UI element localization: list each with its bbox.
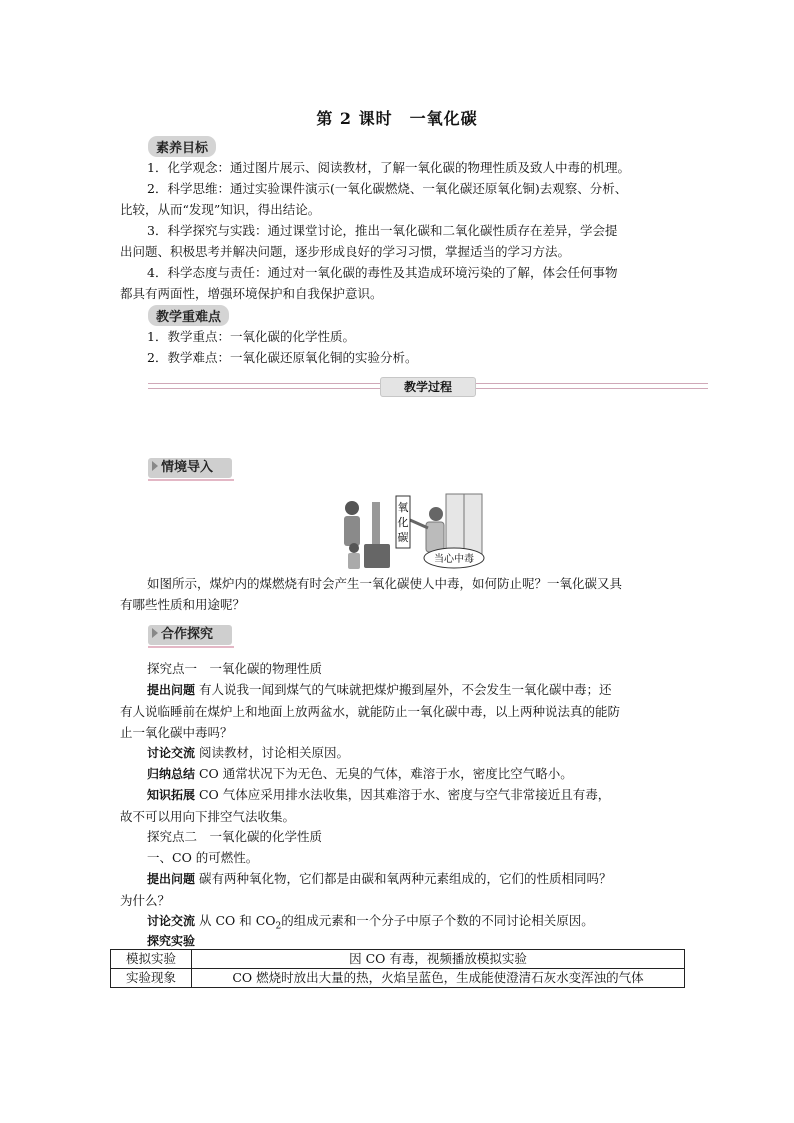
table-cell-head: 模拟实验 <box>111 950 192 969</box>
goal-item-2-line1: 2．科学思维：通过实验课件演示(一氧化碳燃烧、一氧化碳还原氧化铜)去观察、分析、 <box>147 181 628 196</box>
q1-line1: 有人说我一闻到煤气的气味就把煤炉搬到屋外，不会发生一氧化碳中毒；还 <box>195 682 612 697</box>
goal-item-3-line1: 3．科学探究与实践：通过课堂讨论，推出一氧化碳和二氧化碳性质存在差异，学会提 <box>147 223 618 238</box>
difficulty-item-2: 2．教学难点：一氧化碳还原氧化铜的实验分析。 <box>147 350 418 365</box>
d1-text: 阅读教材，讨论相关原因。 <box>195 745 349 760</box>
goals-badge: 素养目标 <box>148 136 216 157</box>
section-underline <box>148 646 234 648</box>
section-underline <box>148 479 234 481</box>
sign-text-2: 化 <box>397 516 409 529</box>
d2-label: 讨论交流 <box>147 914 196 928</box>
arrow-right-icon <box>152 628 158 638</box>
intro-paragraph <box>120 573 680 615</box>
goal-item-1-line1: 1．化学观念：通过图片展示、阅读教材，了解一氧化碳的物理性质及致人中毒的机理。 <box>147 160 630 175</box>
table-cell-head: 实验现象 <box>111 969 192 988</box>
goal-item-4-line2: 都具有两面性，增强环境保护和自我保护意识。 <box>120 286 383 301</box>
process-label: 教学过程 <box>380 377 476 397</box>
table-row <box>111 969 685 988</box>
sub-heading-combustibility: 一、CO 的可燃性。 <box>147 850 259 865</box>
intro-section-header <box>148 458 232 478</box>
co-poisoning-illustration <box>336 490 486 572</box>
bubble-text: 当心中毒 <box>434 554 474 565</box>
d2-sub: 2 <box>275 921 282 932</box>
sign-text-3: 碳 <box>397 531 409 544</box>
point2-heading: 探究点二 一氧化碳的化学性质 <box>147 829 323 844</box>
goal-item-2-line2: 比较，从而“发现”知识，得出结论。 <box>120 202 321 217</box>
intro-label: 情境导入 <box>161 460 214 475</box>
difficulty-item-1: 1．教学重点：一氧化碳的化学性质。 <box>147 329 355 344</box>
coop-label: 合作探究 <box>161 627 214 642</box>
d2-post: 的组成元素和一个分子中原子个数的不同讨论相关原因。 <box>281 913 594 928</box>
k1-label: 知识拓展 <box>147 788 196 802</box>
difficulties-badge: 教学重难点 <box>148 305 229 326</box>
goal-item-2 <box>120 178 680 220</box>
coop-section-header <box>148 625 232 645</box>
discussion1 <box>120 742 680 764</box>
d2-pre: 从 CO 和 CO <box>195 913 276 928</box>
goal-item-3 <box>120 220 680 262</box>
arrow-right-icon <box>152 461 158 471</box>
question1 <box>120 679 680 743</box>
intro-line2: 有哪些性质和用途呢？ <box>120 597 246 612</box>
exp-label: 探究实验 <box>147 934 196 948</box>
q1-line3: 止一氧化碳中毒吗？ <box>120 725 233 740</box>
extension1 <box>120 784 680 827</box>
intro-line1: 如图所示，煤炉内的煤燃烧有时会产生一氧化碳使人中毒，如何防止呢？一氧化碳又具 <box>147 576 623 591</box>
k1-line1: CO 气体应采用排水法收集，因其难溶于水、密度与空气非常接近且有毒， <box>195 787 611 802</box>
goal-item-3-line2: 出问题、积极思考并解决问题，逐步形成良好的学习习惯，掌握适当的学习方法。 <box>120 244 571 259</box>
q2-line2: 为什么？ <box>120 893 171 908</box>
q2-line1: 碳有两种氧化物，它们都是由碳和氧两种元素组成的，它们的性质相同吗？ <box>195 871 612 886</box>
goal-item-1 <box>120 157 680 178</box>
q2-label: 提出问题 <box>147 872 196 886</box>
sign-text-1: 氧 <box>397 501 409 514</box>
table-row <box>111 950 685 969</box>
point1-heading: 探究点一 一氧化碳的物理性质 <box>147 661 323 676</box>
page-title: 第 2 课时 一氧化碳 <box>316 109 478 128</box>
s1-text: CO 通常状况下为无色、无臭的气体，难溶于水，密度比空气略小。 <box>195 766 573 781</box>
s1-label: 归纳总结 <box>147 767 196 781</box>
experiment-table <box>110 949 685 988</box>
summary1 <box>120 763 680 785</box>
table-cell: CO 燃烧时放出大量的热，火焰呈蓝色，生成能使澄清石灰水变浑浊的气体 <box>192 969 685 988</box>
question2 <box>120 868 680 911</box>
k1-line2: 故不可以用向下排空气法收集。 <box>120 809 296 824</box>
goal-item-4-line1: 4．科学态度与责任：通过对一氧化碳的毒性及其造成环境污染的了解，体会任何事物 <box>147 265 618 280</box>
d1-label: 讨论交流 <box>147 746 196 760</box>
q1-line2: 有人说临睡前在煤炉上和地面上放两盆水，就能防止一氧化碳中毒，以上两种说法真的能防 <box>120 704 621 719</box>
table-cell: 因 CO 有毒，视频播放模拟实验 <box>192 950 685 969</box>
q1-label: 提出问题 <box>147 683 196 697</box>
goal-item-4 <box>120 262 680 304</box>
process-divider <box>148 378 708 396</box>
